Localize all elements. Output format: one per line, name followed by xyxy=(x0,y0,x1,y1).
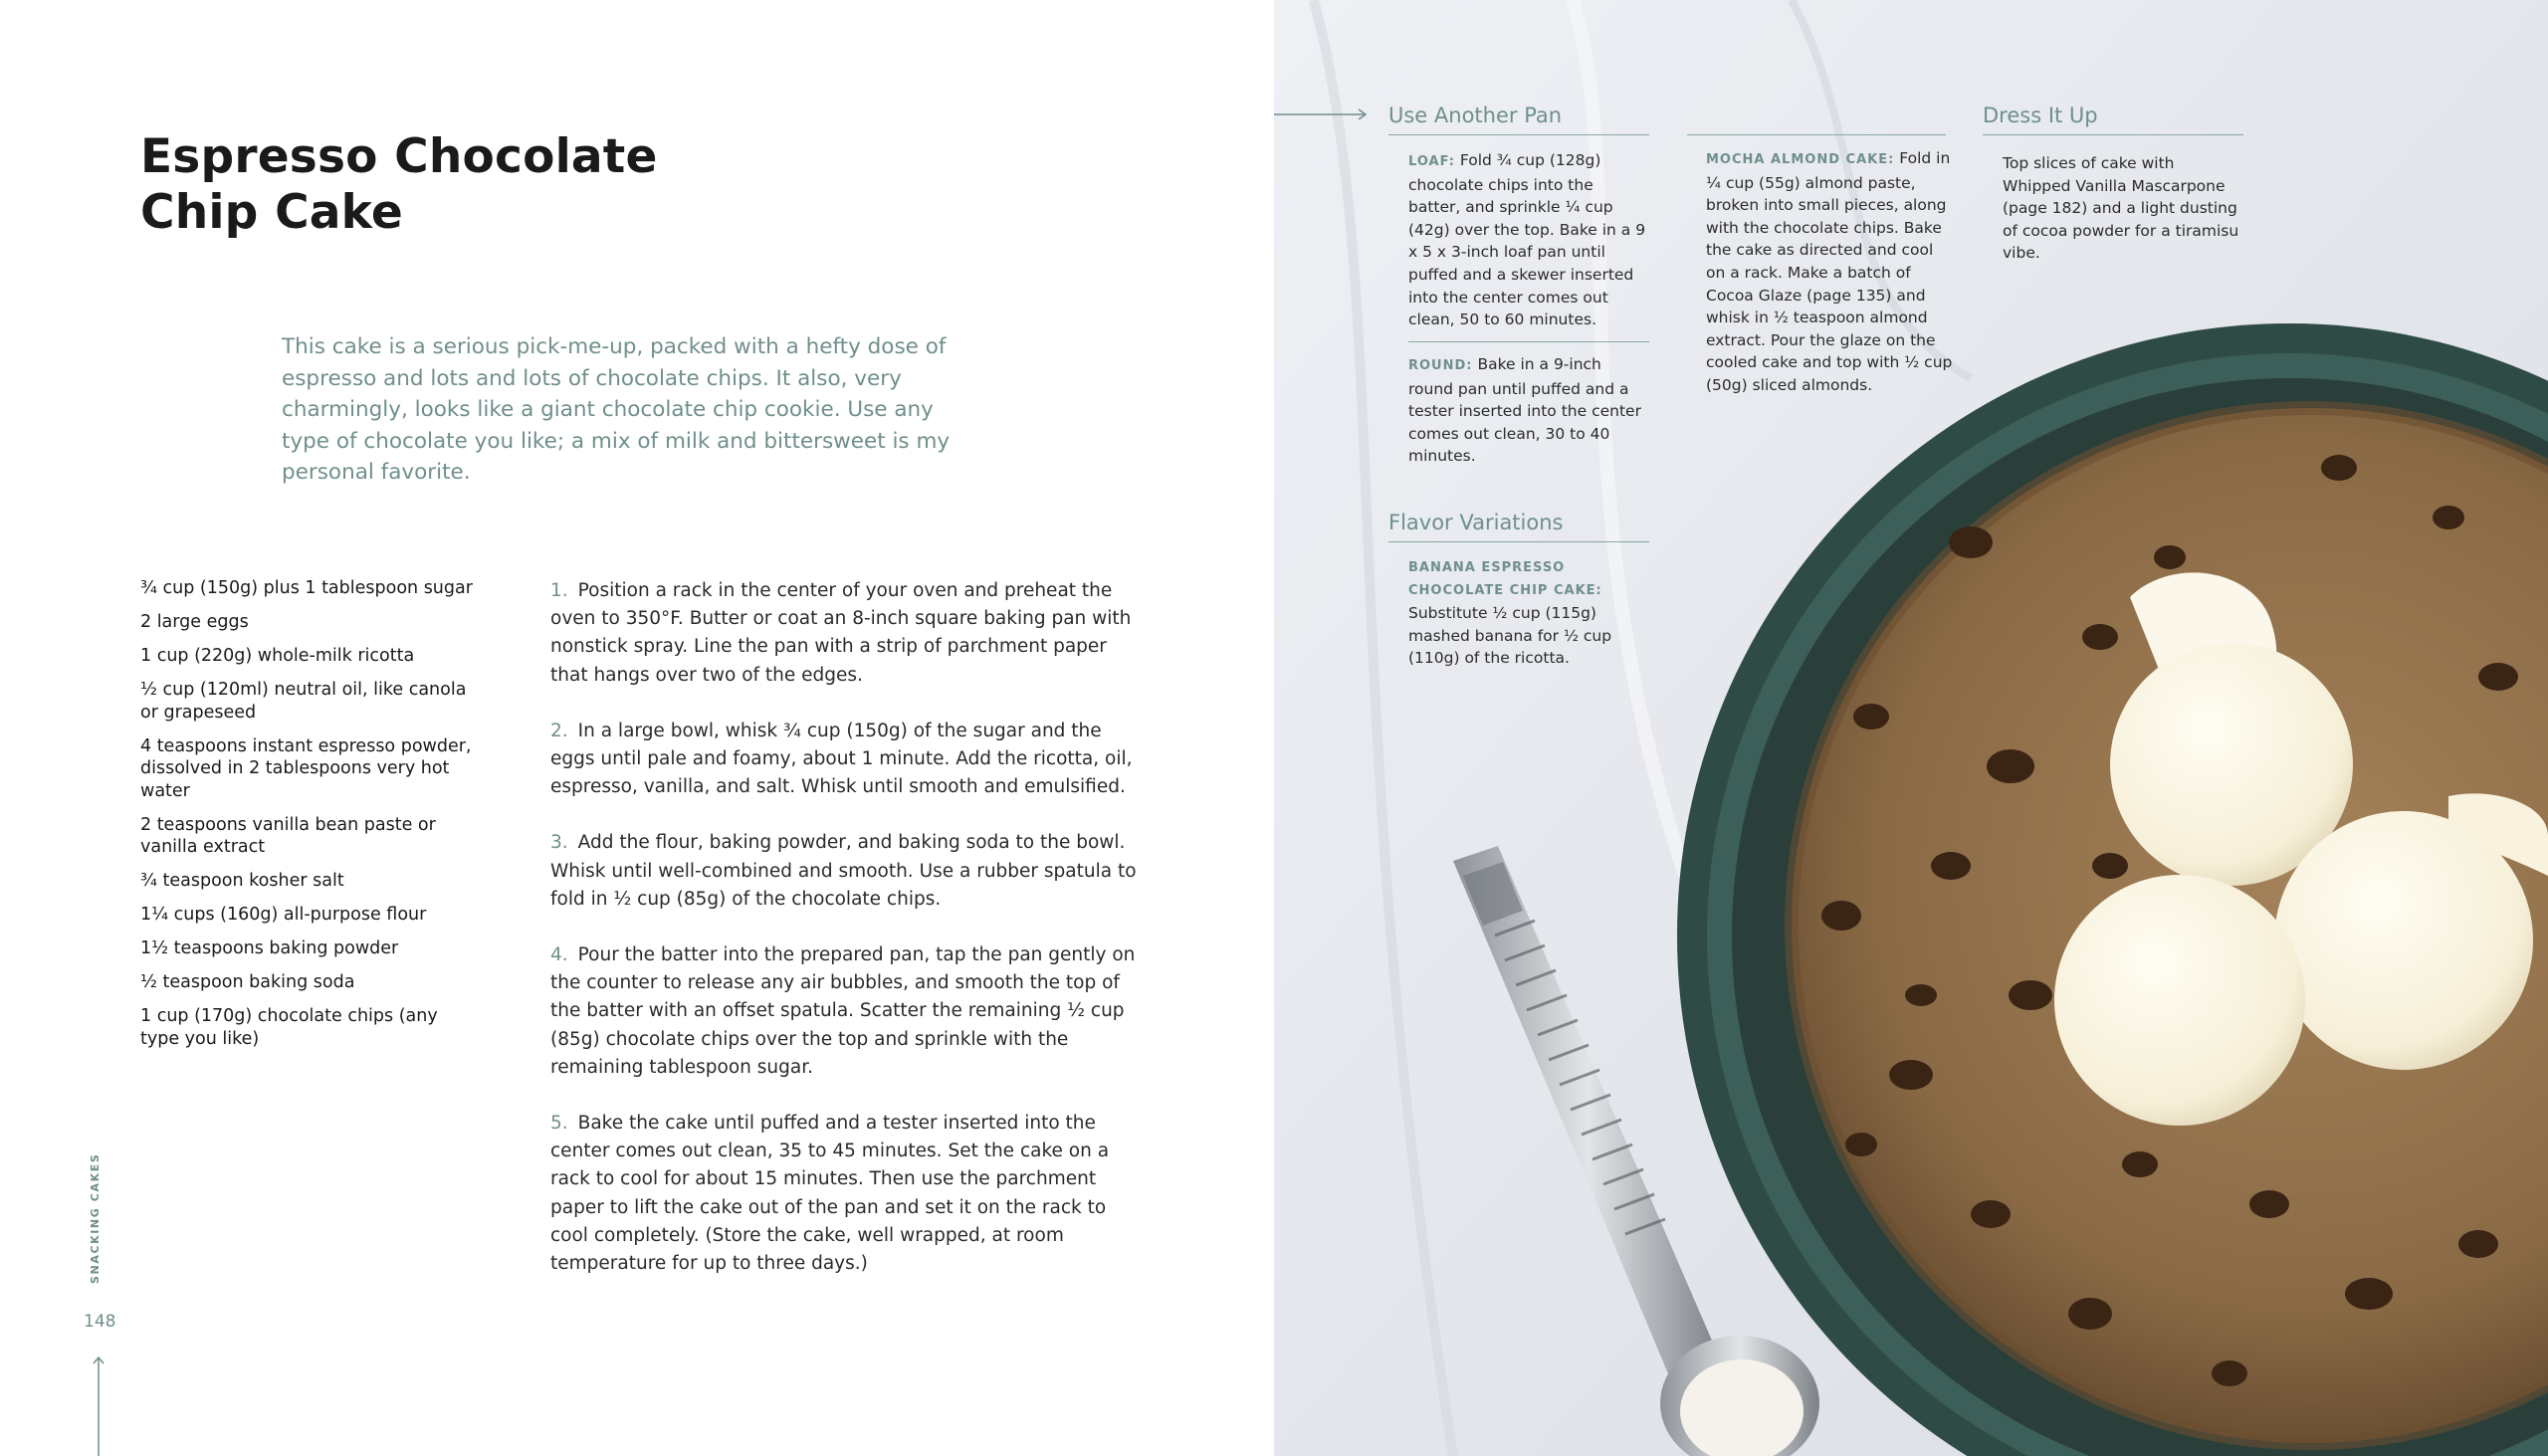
mocha-almond-note xyxy=(1706,147,1957,397)
step-number: 5. xyxy=(550,1113,568,1135)
step-number: 1. xyxy=(550,580,568,601)
step-number: 4. xyxy=(550,944,568,966)
mocha-top-divider xyxy=(1687,134,1946,135)
ingredient-list xyxy=(140,577,479,1062)
recipe-title xyxy=(140,129,658,241)
loaf-text: Fold ¾ cup (128g) chocolate chips into the batter, and sprinkle ¼ cup (42g) over the top. Bake in a 9 x 5 x 3-inch loaf pan until puffed and a skewer inserted into the center comes out clean, 50 to 60 minutes. xyxy=(1408,151,1646,329)
loaf-label: LOAF: xyxy=(1408,154,1455,169)
ingredient-item: 1½ teaspoons baking powder xyxy=(140,938,399,958)
method-step xyxy=(550,718,1148,802)
mocha-text: Fold in ¼ cup (55g) almond paste, broken into small pieces, along with the chocolate chips. Bake the cake as directed and cool on a rack. Make a batch of Cocoa Glaze (page 135) and whisk in ½ teaspoon almond extract. Pour the glaze on the cooled cake and top with ½ cup (50g) sliced almonds. xyxy=(1706,149,1953,394)
recipe-intro: This cake is a serious pick-me-up, packed with a hefty dose of espresso and lots and lots of chocolate chips. It also, very charmingly, looks like a giant chocolate chip cookie. Use any type of chocolate you like; a mix of milk and bittersweet is my personal favorite. xyxy=(282,334,951,485)
ingredient-item: 1¼ cups (160g) all-purpose flour xyxy=(140,905,427,925)
ingredient-item: 2 large eggs xyxy=(140,612,249,632)
method-step xyxy=(550,829,1148,914)
right-page xyxy=(1274,0,2548,1456)
ingredient-item: ½ teaspoon baking soda xyxy=(140,972,355,992)
dress-it-up-text: Top slices of cake with Whipped Vanilla Mascarpone (page 182) and a light dusting of cocoa powder for a tiramisu vibe. xyxy=(2003,154,2239,263)
round-text: Bake in a 9-inch round pan until puffed and a tester inserted into the center comes out clean, 30 to 40 minutes. xyxy=(1408,355,1641,466)
step-text: Add the flour, baking powder, and baking soda to the bowl. Whisk until well-combined and smooth. Use a rubber spatula to fold in ½ cup (85g) of the chocolate chips. xyxy=(550,832,1137,910)
step-text: In a large bowl, whisk ¾ cup (150g) of the sugar and the eggs until pale and foamy, about 1 minute. Add the ricotta, oil, espresso, vanilla, and salt. Whisk until smooth and emulsified. xyxy=(550,720,1133,798)
flavor-variations-heading: Flavor Variations xyxy=(1388,510,1649,542)
right-arrow-icon xyxy=(1274,107,1368,121)
up-arrow-icon xyxy=(93,1355,105,1456)
note-divider xyxy=(1408,341,1649,342)
round-note xyxy=(1408,353,1649,468)
use-another-pan-heading: Use Another Pan xyxy=(1388,103,1649,135)
recipe-title-line-2: Chip Cake xyxy=(140,185,403,240)
ingredient-item: ¾ teaspoon kosher salt xyxy=(140,871,344,891)
method-steps xyxy=(550,577,1148,1306)
method-step xyxy=(550,941,1148,1082)
method-step xyxy=(550,577,1148,690)
method-step xyxy=(550,1110,1148,1278)
section-label-text: SNACKING CAKES xyxy=(89,1152,102,1284)
ingredient-item: ¾ cup (150g) plus 1 tablespoon sugar xyxy=(140,578,473,598)
section-label xyxy=(89,1152,108,1284)
round-label: ROUND: xyxy=(1408,358,1473,373)
ingredient-item: 4 teaspoons instant espresso powder, dissolved in 2 tablespoons very hot water xyxy=(140,735,472,801)
recipe-title-line-1: Espresso Chocolate xyxy=(140,129,658,184)
step-number: 2. xyxy=(550,720,568,741)
banana-label: BANANA ESPRESSO CHOCOLATE CHIP CAKE: xyxy=(1408,560,1602,598)
banana-text: Substitute ½ cup (115g) mashed banana for ½ cup (110g) of the ricotta. xyxy=(1408,604,1612,668)
banana-espresso-note xyxy=(1408,557,1649,670)
step-text: Position a rack in the center of your oven and preheat the oven to 350°F. Butter or coat an 8-inch square baking pan with nonstick spray. Line the pan with a strip of parchment paper that hangs over two of the edges. xyxy=(550,580,1132,686)
ingredient-item: 1 cup (220g) whole-milk ricotta xyxy=(140,646,415,666)
ingredient-item: 1 cup (170g) chocolate chips (any type you like) xyxy=(140,1006,438,1049)
step-text: Bake the cake until puffed and a tester inserted into the center comes out clean, 35 to 45 minutes. Set the cake on a rack to cool for about 15 minutes. Then use the parchment paper to lift the cake out of the pan and set it on the rack to cool completely. (Store the cake, well wrapped, at room temperature for up to three days.) xyxy=(550,1113,1110,1275)
loaf-note xyxy=(1408,149,1649,331)
mocha-label: MOCHA ALMOND CAKE: xyxy=(1706,152,1895,167)
page-number: 148 xyxy=(84,1312,116,1332)
step-text: Pour the batter into the prepared pan, tap the pan gently on the counter to release any air bubbles, and smooth the top of the batter with an offset spatula. Scatter the remaining ½ cup (85g) chocolate chips over the top and sprinkle with the remaining tablespoon sugar. xyxy=(550,944,1136,1078)
ingredient-item: ½ cup (120ml) neutral oil, like canola or grapeseed xyxy=(140,680,467,723)
dress-it-up-heading: Dress It Up xyxy=(1983,103,2243,135)
ingredient-item: 2 teaspoons vanilla bean paste or vanilla extract xyxy=(140,814,436,857)
step-number: 3. xyxy=(550,832,568,854)
